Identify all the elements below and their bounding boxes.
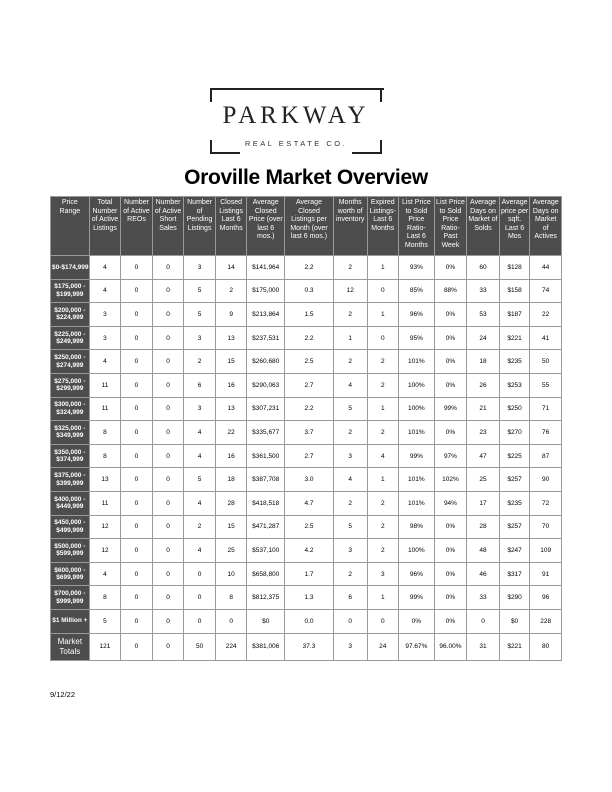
table-cell: 0: [333, 609, 367, 633]
table-cell: 4: [367, 444, 399, 468]
table-row: [51, 256, 562, 280]
table-cell: 12: [89, 539, 121, 563]
table-cell: $0: [247, 609, 285, 633]
table-cell: $213,864: [247, 303, 285, 327]
table-cell: 0%: [434, 421, 467, 445]
table-cell: 96%: [399, 562, 435, 586]
table-cell: 50: [530, 350, 562, 374]
table-cell: 0: [184, 586, 216, 610]
table-cell: 37.3: [285, 633, 334, 660]
table-cell: 0: [152, 586, 184, 610]
table-cell: 0%: [434, 586, 467, 610]
table-cell: 99%: [434, 397, 467, 421]
table-cell: 4: [184, 539, 216, 563]
table-cell: 0: [152, 468, 184, 492]
table-cell: 9: [215, 303, 247, 327]
table-cell: 0: [121, 326, 153, 350]
table-cell: 0%: [434, 609, 467, 633]
table-cell: 4: [184, 444, 216, 468]
table-cell: 25: [215, 539, 247, 563]
table-cell: 6: [184, 373, 216, 397]
table-cell: $812,375: [247, 586, 285, 610]
table-cell: 18: [467, 350, 500, 374]
table-cell: 0: [152, 256, 184, 280]
table-cell: 24: [367, 633, 399, 660]
table-cell: $387,708: [247, 468, 285, 492]
table-cell: 74: [530, 279, 562, 303]
table-cell: 5: [184, 468, 216, 492]
table-cell: 2: [333, 303, 367, 327]
table-cell: 4.7: [285, 491, 334, 515]
table-cell: 33: [467, 279, 500, 303]
table-cell: $317: [499, 562, 530, 586]
table-cell: 2.5: [285, 350, 334, 374]
table-cell: 2: [333, 421, 367, 445]
table-cell: 3: [89, 303, 121, 327]
column-header: Number of Active Short Sales: [152, 197, 184, 256]
table-cell: $235: [499, 350, 530, 374]
table-cell: 85%: [399, 279, 435, 303]
table-cell: 0%: [399, 609, 435, 633]
column-header: Number of Pending Listings: [184, 197, 216, 256]
table-row: [51, 303, 562, 327]
table-cell: 80: [530, 633, 562, 660]
table-cell: 2: [215, 279, 247, 303]
table-cell: 0: [152, 609, 184, 633]
price-range-cell: $275,000 - $299,999: [51, 373, 90, 397]
table-cell: 4.2: [285, 539, 334, 563]
table-cell: 23: [467, 421, 500, 445]
table-cell: $257: [499, 515, 530, 539]
table-cell: 96: [530, 586, 562, 610]
table-cell: 99%: [399, 586, 435, 610]
table-row: [51, 515, 562, 539]
table-cell: $221: [499, 633, 530, 660]
table-cell: $537,100: [247, 539, 285, 563]
table-cell: 22: [530, 303, 562, 327]
table-cell: $290,063: [247, 373, 285, 397]
table-cell: $0: [499, 609, 530, 633]
table-cell: 55: [530, 373, 562, 397]
table-cell: 53: [467, 303, 500, 327]
table-cell: 0.3: [285, 279, 334, 303]
header-row: [51, 197, 562, 256]
table-cell: 93%: [399, 256, 435, 280]
table-cell: 100%: [399, 397, 435, 421]
table-cell: 2: [367, 539, 399, 563]
table-cell: 101%: [399, 350, 435, 374]
table-cell: 5: [333, 515, 367, 539]
table-cell: 2: [184, 515, 216, 539]
price-range-cell: $1 Million +: [51, 609, 90, 633]
table-cell: 12: [333, 279, 367, 303]
price-range-cell: $300,000 - $324,999: [51, 397, 90, 421]
table-cell: $128: [499, 256, 530, 280]
table-cell: $247: [499, 539, 530, 563]
totals-row: [51, 633, 562, 660]
table-cell: $257: [499, 468, 530, 492]
table-cell: 3: [184, 397, 216, 421]
market-table: [50, 196, 562, 661]
price-range-cell: $500,000 - $599,999: [51, 539, 90, 563]
table-cell: 16: [215, 373, 247, 397]
table-cell: 0: [121, 256, 153, 280]
price-range-cell: $700,000 - $999,999: [51, 586, 90, 610]
table-cell: 95%: [399, 326, 435, 350]
table-cell: $158: [499, 279, 530, 303]
column-header: Months worth of inventory: [333, 197, 367, 256]
table-cell: 0%: [434, 562, 467, 586]
table-cell: 1.7: [285, 562, 334, 586]
column-header: Expired Listings- Last 6 Months: [367, 197, 399, 256]
table-cell: $658,800: [247, 562, 285, 586]
table-cell: 4: [333, 468, 367, 492]
table-cell: 72: [530, 491, 562, 515]
table-row: [51, 421, 562, 445]
table-cell: 4: [184, 421, 216, 445]
table-cell: 224: [215, 633, 247, 660]
table-row: [51, 350, 562, 374]
table-row: [51, 539, 562, 563]
table-cell: 0: [152, 350, 184, 374]
table-cell: $175,000: [247, 279, 285, 303]
table-cell: 25: [467, 468, 500, 492]
table-cell: 11: [89, 373, 121, 397]
table-cell: 0%: [434, 256, 467, 280]
table-cell: 1: [333, 326, 367, 350]
column-header: Average Days on Market of Actives: [530, 197, 562, 256]
table-cell: 4: [184, 491, 216, 515]
table-cell: 1: [367, 303, 399, 327]
table-cell: 47: [467, 444, 500, 468]
table-cell: 0: [152, 633, 184, 660]
table-cell: 0: [121, 350, 153, 374]
table-cell: 14: [215, 256, 247, 280]
table-cell: $235: [499, 491, 530, 515]
table-cell: 2: [367, 373, 399, 397]
table-row: [51, 373, 562, 397]
table-cell: 13: [215, 397, 247, 421]
table-cell: $253: [499, 373, 530, 397]
table-cell: $237,531: [247, 326, 285, 350]
table-row: [51, 468, 562, 492]
table-row: [51, 279, 562, 303]
table-cell: 5: [89, 609, 121, 633]
table-cell: 60: [467, 256, 500, 280]
table-cell: $250: [499, 397, 530, 421]
table-cell: 18: [215, 468, 247, 492]
table-cell: 2.2: [285, 256, 334, 280]
table-cell: 8: [215, 586, 247, 610]
page-title: Oroville Market Overview: [184, 166, 428, 189]
table-cell: 101%: [399, 491, 435, 515]
table-cell: 3: [333, 444, 367, 468]
table-cell: 101%: [399, 421, 435, 445]
table-cell: 70: [530, 515, 562, 539]
table-cell: $225: [499, 444, 530, 468]
table-cell: $471,287: [247, 515, 285, 539]
table-cell: 28: [215, 491, 247, 515]
table-row: [51, 562, 562, 586]
table-cell: $361,500: [247, 444, 285, 468]
table-cell: $270: [499, 421, 530, 445]
table-cell: 0%: [434, 515, 467, 539]
table-cell: 2: [367, 491, 399, 515]
table-cell: 0: [121, 444, 153, 468]
table-cell: 8: [89, 421, 121, 445]
table-cell: 0%: [434, 350, 467, 374]
table-cell: 13: [215, 326, 247, 350]
table-cell: 8: [89, 586, 121, 610]
price-range-cell: $350,000 - $374,999: [51, 444, 90, 468]
table-cell: 2: [367, 515, 399, 539]
table-cell: 102%: [434, 468, 467, 492]
table-cell: 98%: [399, 515, 435, 539]
table-cell: 0%: [434, 303, 467, 327]
column-header: Average price per sqft. Last 6 Mos: [499, 197, 530, 256]
table-cell: 3: [89, 326, 121, 350]
table-cell: $221: [499, 326, 530, 350]
table-cell: $307,231: [247, 397, 285, 421]
table-cell: 0: [152, 539, 184, 563]
table-cell: 50: [184, 633, 216, 660]
table-cell: 96.00%: [434, 633, 467, 660]
table-cell: 0%: [434, 373, 467, 397]
table-cell: $187: [499, 303, 530, 327]
table-cell: $141,964: [247, 256, 285, 280]
table-cell: 3.0: [285, 468, 334, 492]
price-range-cell: $200,000 - $224,999: [51, 303, 90, 327]
table-cell: 76: [530, 421, 562, 445]
table-cell: 0: [184, 609, 216, 633]
price-range-cell: $600,000 - $699,999: [51, 562, 90, 586]
table-cell: 2: [333, 562, 367, 586]
table-cell: 1.3: [285, 586, 334, 610]
table-cell: 0: [152, 421, 184, 445]
table-cell: 3: [184, 326, 216, 350]
table-row: [51, 491, 562, 515]
price-range-cell: $250,000 - $274,999: [51, 350, 90, 374]
table-cell: $290: [499, 586, 530, 610]
table-cell: 5: [184, 303, 216, 327]
table-cell: 0: [152, 515, 184, 539]
column-header: List Price to Sold Price Ratio- Last 6 Months: [399, 197, 435, 256]
table-cell: 2: [184, 350, 216, 374]
table-cell: 22: [215, 421, 247, 445]
table-cell: 0.0: [285, 609, 334, 633]
table-cell: $260,680: [247, 350, 285, 374]
table-cell: 1.5: [285, 303, 334, 327]
table-cell: 2: [367, 350, 399, 374]
table-cell: 100%: [399, 373, 435, 397]
table-cell: 2.7: [285, 444, 334, 468]
table-row: [51, 397, 562, 421]
price-range-cell: $325,000 - $349,999: [51, 421, 90, 445]
table-cell: 8: [89, 444, 121, 468]
table-cell: 0: [367, 279, 399, 303]
table-cell: 1: [367, 397, 399, 421]
table-row: [51, 444, 562, 468]
table-cell: 11: [89, 491, 121, 515]
table-cell: 0: [467, 609, 500, 633]
table-cell: 2.2: [285, 326, 334, 350]
table-cell: 0: [152, 491, 184, 515]
table-cell: 28: [467, 515, 500, 539]
price-range-cell: $0-$174,999: [51, 256, 90, 280]
table-cell: 0: [121, 609, 153, 633]
table-cell: 33: [467, 586, 500, 610]
table-cell: $418,518: [247, 491, 285, 515]
table-cell: 3: [333, 539, 367, 563]
company-logo: [210, 88, 382, 154]
column-header: Average Closed Listings per Month (over last 6 mos.): [285, 197, 334, 256]
table-cell: 21: [467, 397, 500, 421]
report-date: 9/12/22: [50, 690, 76, 699]
table-cell: 0: [121, 491, 153, 515]
price-range-cell: $375,000 - $399,999: [51, 468, 90, 492]
table-cell: 2: [367, 421, 399, 445]
table-cell: 4: [89, 279, 121, 303]
table-cell: 0: [121, 303, 153, 327]
table-cell: 0: [121, 539, 153, 563]
table-cell: $381,006: [247, 633, 285, 660]
table-cell: 0: [152, 444, 184, 468]
table-cell: 4: [333, 373, 367, 397]
table-cell: 109: [530, 539, 562, 563]
price-range-cell: $400,000 - $449,999: [51, 491, 90, 515]
table-cell: 101%: [399, 468, 435, 492]
table-cell: 6: [333, 586, 367, 610]
table-cell: 91: [530, 562, 562, 586]
table-cell: 0: [152, 326, 184, 350]
table-cell: 17: [467, 491, 500, 515]
table-cell: 0: [121, 421, 153, 445]
logo-tagline: REAL ESTATE CO.: [244, 139, 348, 148]
table-cell: 2: [333, 491, 367, 515]
column-header: Price Range: [51, 197, 90, 256]
table-cell: 0%: [434, 326, 467, 350]
column-header: Number of Active REOs: [121, 197, 153, 256]
table-cell: 11: [89, 397, 121, 421]
table-cell: 0: [152, 397, 184, 421]
table-row: [51, 609, 562, 633]
table-cell: 88%: [434, 279, 467, 303]
table-cell: 16: [215, 444, 247, 468]
table-cell: 0: [121, 279, 153, 303]
table-cell: 0: [152, 562, 184, 586]
table-cell: 94%: [434, 491, 467, 515]
table-cell: 31: [467, 633, 500, 660]
table-cell: 90: [530, 468, 562, 492]
table-cell: 228: [530, 609, 562, 633]
table-cell: 24: [467, 326, 500, 350]
column-header: Average Closed Price (over last 6 mos.): [247, 197, 285, 256]
price-range-cell: $225,000 - $249,999: [51, 326, 90, 350]
totals-label: Market Totals: [51, 633, 90, 660]
table-cell: 5: [333, 397, 367, 421]
table-cell: 15: [215, 350, 247, 374]
table-cell: 2.7: [285, 373, 334, 397]
table-cell: 0: [152, 303, 184, 327]
table-cell: 4: [89, 562, 121, 586]
table-cell: 1: [367, 256, 399, 280]
table-cell: 99%: [399, 444, 435, 468]
table-cell: 0: [121, 468, 153, 492]
table-cell: 71: [530, 397, 562, 421]
table-cell: 0: [121, 373, 153, 397]
table-cell: 2.2: [285, 397, 334, 421]
table-cell: 5: [184, 279, 216, 303]
table-cell: 4: [89, 256, 121, 280]
table-cell: 3: [333, 633, 367, 660]
table-cell: 0: [121, 397, 153, 421]
column-header: List Price to Sold Price Ratio- Past Week: [434, 197, 467, 256]
table-cell: 1: [367, 468, 399, 492]
table-cell: 46: [467, 562, 500, 586]
table-cell: 15: [215, 515, 247, 539]
table-cell: 0: [367, 326, 399, 350]
table-cell: 26: [467, 373, 500, 397]
table-cell: 0: [152, 373, 184, 397]
table-cell: 0%: [434, 539, 467, 563]
table-cell: 12: [89, 515, 121, 539]
table-cell: 41: [530, 326, 562, 350]
table-cell: 97%: [434, 444, 467, 468]
table-cell: 97.67%: [399, 633, 435, 660]
column-header: Total Number of Active Listings: [89, 197, 121, 256]
table-cell: 121: [89, 633, 121, 660]
table-row: [51, 326, 562, 350]
table-cell: 4: [89, 350, 121, 374]
table-cell: 3.7: [285, 421, 334, 445]
table-cell: 96%: [399, 303, 435, 327]
table-cell: 0: [121, 633, 153, 660]
table-row: [51, 586, 562, 610]
table-cell: 0: [367, 609, 399, 633]
price-range-cell: $175,000 - $199,999: [51, 279, 90, 303]
table-cell: 87: [530, 444, 562, 468]
table-cell: 0: [121, 586, 153, 610]
column-header: Closed Listings Last 6 Months: [215, 197, 247, 256]
table-cell: 48: [467, 539, 500, 563]
column-header: Average Days on Market of Solds: [467, 197, 500, 256]
table-cell: 0: [215, 609, 247, 633]
table-cell: 2: [333, 256, 367, 280]
price-range-cell: $450,000 - $499,999: [51, 515, 90, 539]
table-cell: 100%: [399, 539, 435, 563]
table-cell: 13: [89, 468, 121, 492]
table-cell: 0: [121, 562, 153, 586]
logo-wordmark: PARKWAY: [222, 102, 370, 129]
table-cell: 3: [367, 562, 399, 586]
table-cell: 2: [333, 350, 367, 374]
table-cell: 0: [121, 515, 153, 539]
table-cell: 44: [530, 256, 562, 280]
table-cell: $335,677: [247, 421, 285, 445]
table-cell: 3: [184, 256, 216, 280]
table-cell: 2.5: [285, 515, 334, 539]
table-cell: 1: [367, 586, 399, 610]
table-cell: 10: [215, 562, 247, 586]
table-cell: 0: [184, 562, 216, 586]
table-cell: 0: [152, 279, 184, 303]
